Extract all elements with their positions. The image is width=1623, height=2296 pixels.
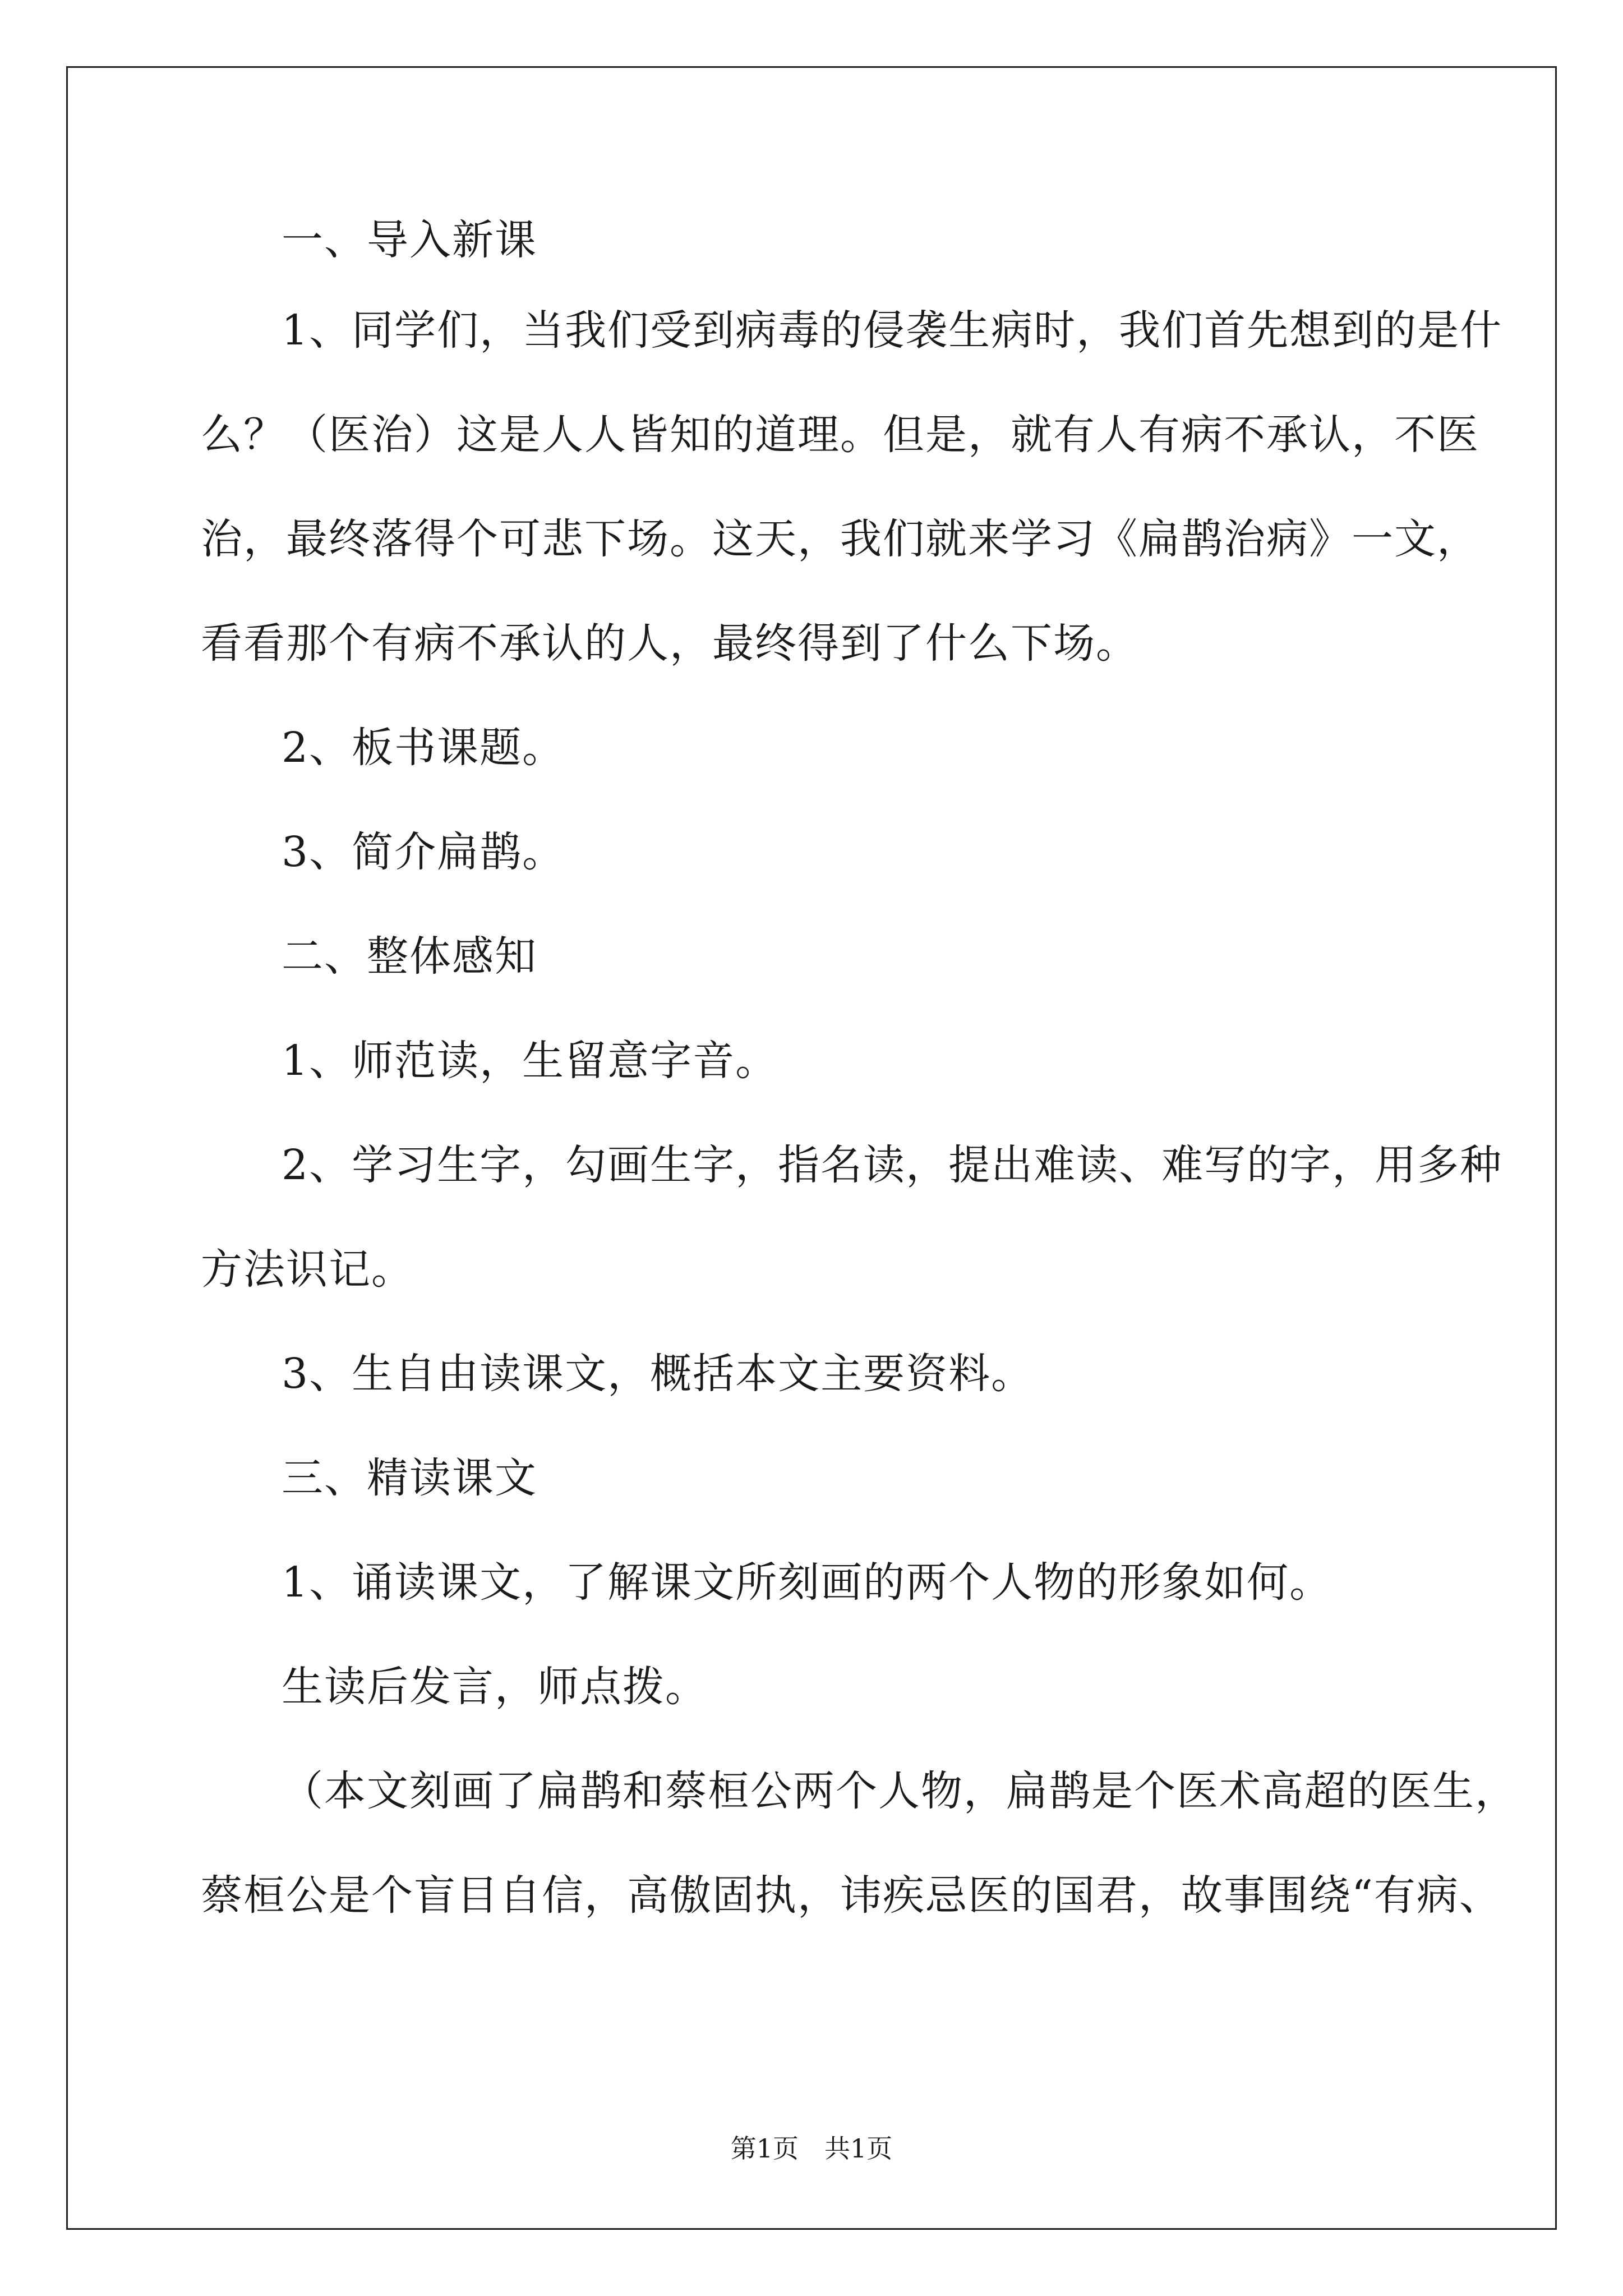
- paragraph-line: 蔡桓公是个盲目自信，高傲固执，讳疾忌医的国君，故事围绕“有病、: [201, 1871, 1502, 1920]
- paragraph-line: 3、生自由读课文，概括本文主要资料。: [282, 1350, 1034, 1398]
- paragraph-line: 1、诵读课文，了解课文所刻画的两个人物的形象如何。: [282, 1558, 1332, 1607]
- heading-overview: 二、整体感知: [282, 932, 537, 981]
- paragraph-line: 方法识记。: [201, 1245, 414, 1294]
- paragraph-line: 生读后发言，师点拨。: [282, 1663, 708, 1711]
- paragraph-line: 么？（医治）这是人人皆知的道理。但是，就有人有病不承认，不医: [201, 411, 1479, 459]
- paragraph-line: 2、学习生字，勾画生字，指名读，提出难读、难写的字，用多种: [282, 1141, 1503, 1189]
- paragraph-line: 看看那个有病不承认的人，最终得到了什么下场。: [201, 619, 1138, 668]
- paragraph-line: 治，最终落得个可悲下场。这天，我们就来学习《扁鹊治病》一文，: [201, 515, 1479, 563]
- paragraph-line: （本文刻画了扁鹊和蔡桓公两个人物，扁鹊是个医术高超的医生，: [282, 1767, 1518, 1815]
- page-number-footer: 第1页 共1页: [730, 2133, 893, 2164]
- paragraph-line: 1、师范读，生留意字音。: [282, 1037, 778, 1085]
- paragraph-line: 1、同学们，当我们受到病毒的侵袭生病时，我们首先想到的是什: [282, 306, 1503, 355]
- heading-intro: 一、导入新课: [282, 216, 537, 264]
- paragraph-line: 2、板书课题。: [282, 724, 565, 772]
- heading-close-reading: 三、精读课文: [282, 1454, 537, 1502]
- paragraph-line: 3、简介扁鹊。: [282, 828, 565, 876]
